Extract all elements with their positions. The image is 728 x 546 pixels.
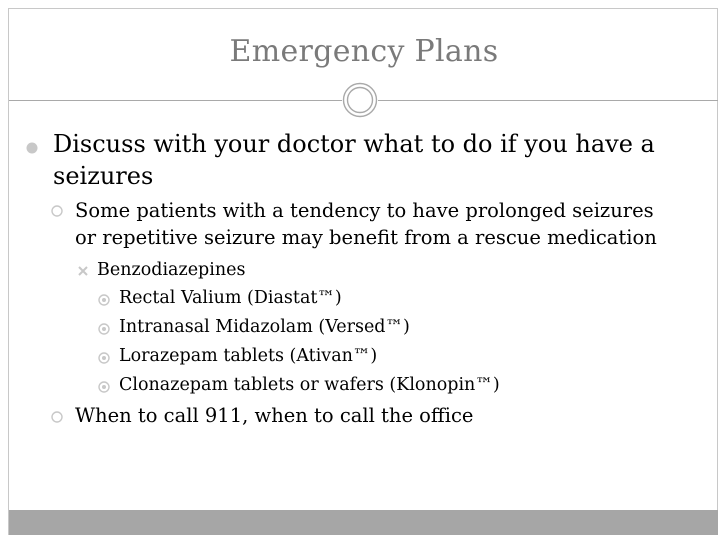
check-circle-bullet-icon [97, 379, 111, 398]
x-bullet-icon [76, 263, 90, 282]
circle-ornament-icon [342, 82, 378, 118]
detail-item: Intranasal Midazolam (Versed™) [119, 317, 410, 337]
slide-title: Emergency Plans [229, 34, 499, 69]
circle-bullet-icon [24, 140, 40, 160]
check-circle-bullet-icon [97, 350, 111, 369]
check-circle-bullet-icon [97, 292, 111, 311]
sub-bullet-item: When to call 911, when to call the office [75, 404, 474, 427]
bullet-item: Discuss with your doctor what to do if you have a seizures [53, 130, 655, 190]
hollow-circle-bullet-icon [50, 203, 64, 222]
detail-item: Rectal Valium (Diastat™) [119, 288, 342, 308]
footer-bar [9, 510, 718, 535]
detail-item: Clonazepam tablets or wafers (Klonopin™) [119, 375, 500, 395]
check-circle-bullet-icon [97, 321, 111, 340]
sub-bullet-item: Some patients with a tendency to have prolonged seizures or repetitive seizure may benefit from a rescue medication [75, 199, 657, 249]
detail-item: Lorazepam tablets (Ativan™) [119, 346, 378, 366]
sub-sub-bullet-item: Benzodiazepines [97, 260, 246, 280]
hollow-circle-bullet-icon [50, 409, 64, 428]
